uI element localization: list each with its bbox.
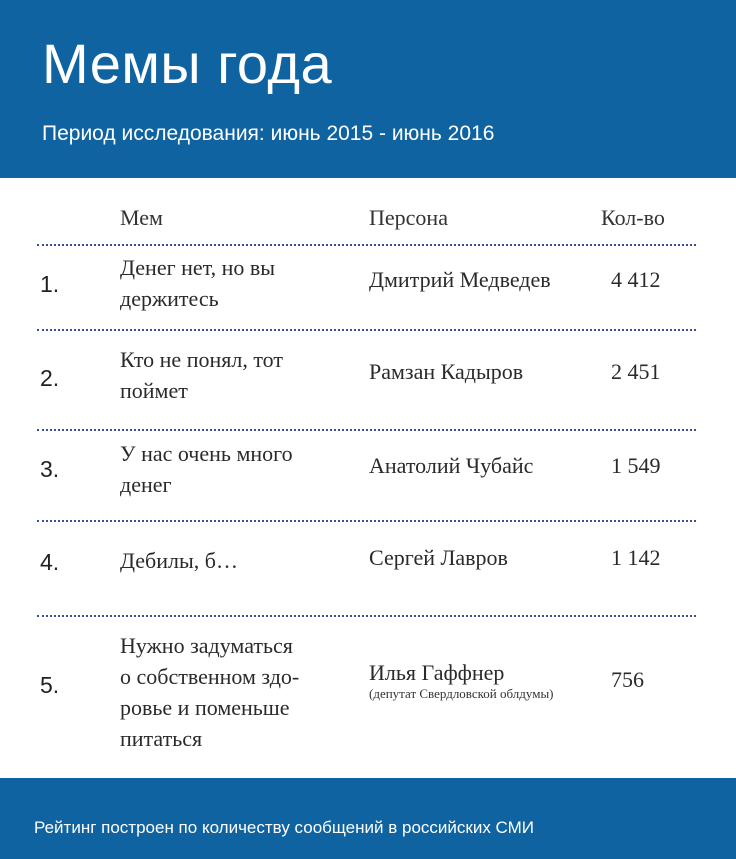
meme-text [120,252,350,314]
row-divider [37,244,696,246]
meme-line: У нас очень много [120,441,293,466]
person-note: (депутат Свердловской облдумы) [369,686,554,701]
row-divider [37,429,696,431]
meme-text [120,438,350,500]
row-rank: 5. [40,672,60,698]
meme-line: о собственном здо- [120,664,300,689]
mention-count: 756 [611,667,644,692]
research-period: Период исследования: июнь 2015 - июнь 2016 [42,122,495,145]
meme-text [120,545,350,576]
row-rank: 4. [40,549,60,575]
person-name: Анатолий Чубайс [369,453,534,478]
meme-line: Денег нет, но вы [120,255,276,280]
meme-line: держитесь [120,286,219,311]
mention-count: 1 549 [611,453,661,478]
meme-line: Нужно задуматься [120,633,293,658]
row-divider [37,520,696,522]
person-name: Илья Гаффнер [369,660,505,685]
footer-banner [0,778,736,859]
row-divider [37,329,696,331]
mention-count: 1 142 [611,545,661,570]
column-header-person: Персона [369,205,448,230]
page-title: Мемы года [42,32,333,95]
meme-line: ровье и поменьше [120,695,290,720]
meme-line: поймет [120,378,188,403]
person-name: Рамзан Кадыров [369,359,524,384]
person-name: Дмитрий Медведев [369,267,551,292]
mention-count: 4 412 [611,267,661,292]
meme-text [120,630,350,754]
column-header-count: Кол-во [601,205,665,230]
row-divider [37,615,696,617]
row-rank: 2. [40,365,60,391]
meme-text [120,344,350,406]
row-rank: 1. [40,271,60,297]
row-rank: 3. [40,456,60,482]
meme-line: денег [120,472,172,497]
meme-line: питаться [120,726,203,751]
meme-line: Кто не понял, тот [120,347,283,372]
column-header-meme: Мем [120,205,163,230]
footer-note: Рейтинг построен по количеству сообщений в российских СМИ [34,818,535,837]
person-name: Сергей Лавров [369,545,508,570]
mention-count: 2 451 [611,359,661,384]
meme-line: Дебилы, б… [120,548,238,573]
header-banner [0,0,736,178]
